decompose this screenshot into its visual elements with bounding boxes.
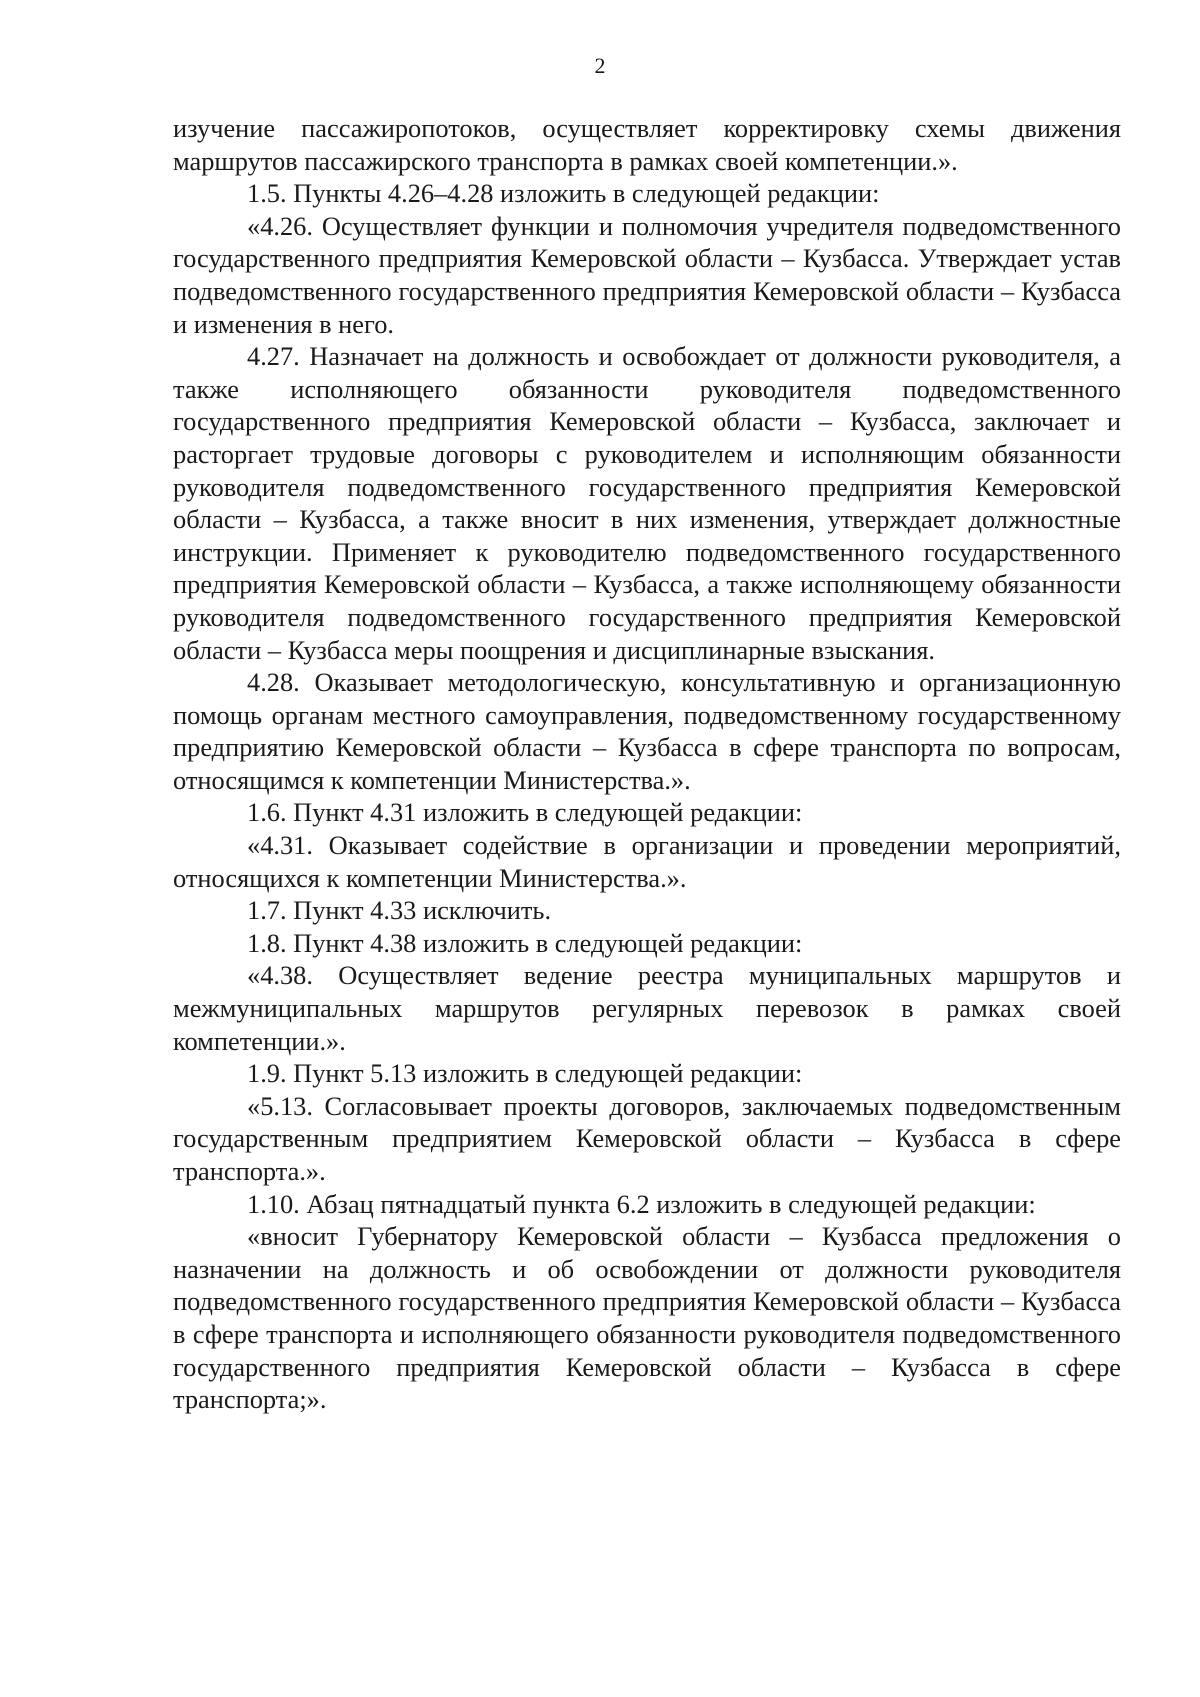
paragraph-item-1-10: 1.10. Абзац пятнадцатый пункта 6.2 изложить в следующей редакции: — [247, 1188, 1036, 1219]
paragraph-item-1-8: 1.8. Пункт 4.38 изложить в следующей редакции: — [247, 927, 803, 958]
paragraph-item-1-6: 1.6. Пункт 4.31 изложить в следующей редакции: — [247, 797, 803, 828]
paragraph-item-1-5: 1.5. Пункты 4.26–4.28 изложить в следующей редакции: — [247, 178, 880, 209]
paragraph-item-1-7: 1.7. Пункт 4.33 исключить. — [247, 895, 552, 926]
paragraph-point-4-38: «4.38. Осуществляет ведение реестра муниципальных маршрутов и межмуниципальных маршрутов регулярных перевозок в рамках своей компетенции.». — [173, 960, 1121, 1056]
paragraph-point-6-2-abzac-15: «вносит Губернатору Кемеровской области – Кузбасса предложения о назначении на должность и об освобождении от должности руководителя подведомственного государственного предприятия Кемеровской области – Кузбасса в сфере транспорта и исполняющего обязанности руководителя подведомственного государственного предприятия Кемеровской области – Кузбасса в сфере транспорта;». — [173, 1221, 1121, 1415]
page-number: 2 — [594, 53, 606, 78]
paragraph-point-4-26: «4.26. Осуществляет функции и полномочия учредителя подведомственного государственного предприятия Кемеровской области – Кузбасса. Утверждает устав подведомственного государственного предприятия Кемеровской области – Кузбасса и изменения в него. — [173, 210, 1121, 339]
paragraph-point-4-27: 4.27. Назначает на должность и освобождает от должности руководителя, а также исполняющего обязанности руководителя подведомственного государственного предприятия Кемеровской области – Кузбасса, заключает и расторгает трудовые договоры с руководителем и исполняющим обязанности руководителя подведомственного государственного предприятия Кемеровской области – Кузбасса, а также вносит в них изменения, утверждает должностные инструкции. Применяет к руководителю подведомственного государственного предприятия Кемеровской области – Кузбасса, а также исполняющему обязанности руководителя подведомственного государственного предприятия Кемеровской области – Кузбасса меры поощрения и дисциплинарные взыскания. — [173, 341, 1121, 665]
paragraph-point-5-13: «5.13. Согласовывает проекты договоров, заключаемых подведомственным государственным предприятием Кемеровской области – Кузбасса в сфере транспорта.». — [173, 1090, 1121, 1186]
paragraph-point-4-31: «4.31. Оказывает содействие в организации и проведении мероприятий, относящихся к компетенции Министерства.». — [173, 830, 1121, 893]
paragraph-continuation: изучение пассажиропотоков, осуществляет корректировку схемы движения маршрутов пассажирского транспорта в рамках своей компетенции.». — [173, 113, 1121, 176]
document-body — [173, 112, 1121, 1416]
paragraph-item-1-9: 1.9. Пункт 5.13 изложить в следующей редакции: — [247, 1058, 803, 1089]
paragraph-point-4-28: 4.28. Оказывает методологическую, консультативную и организационную помощь органам местного самоуправления, подведомственному государственному предприятию Кемеровской области – Кузбасса в сфере транспорта по вопросам, относящимся к компетенции Министерства.». — [173, 667, 1121, 795]
